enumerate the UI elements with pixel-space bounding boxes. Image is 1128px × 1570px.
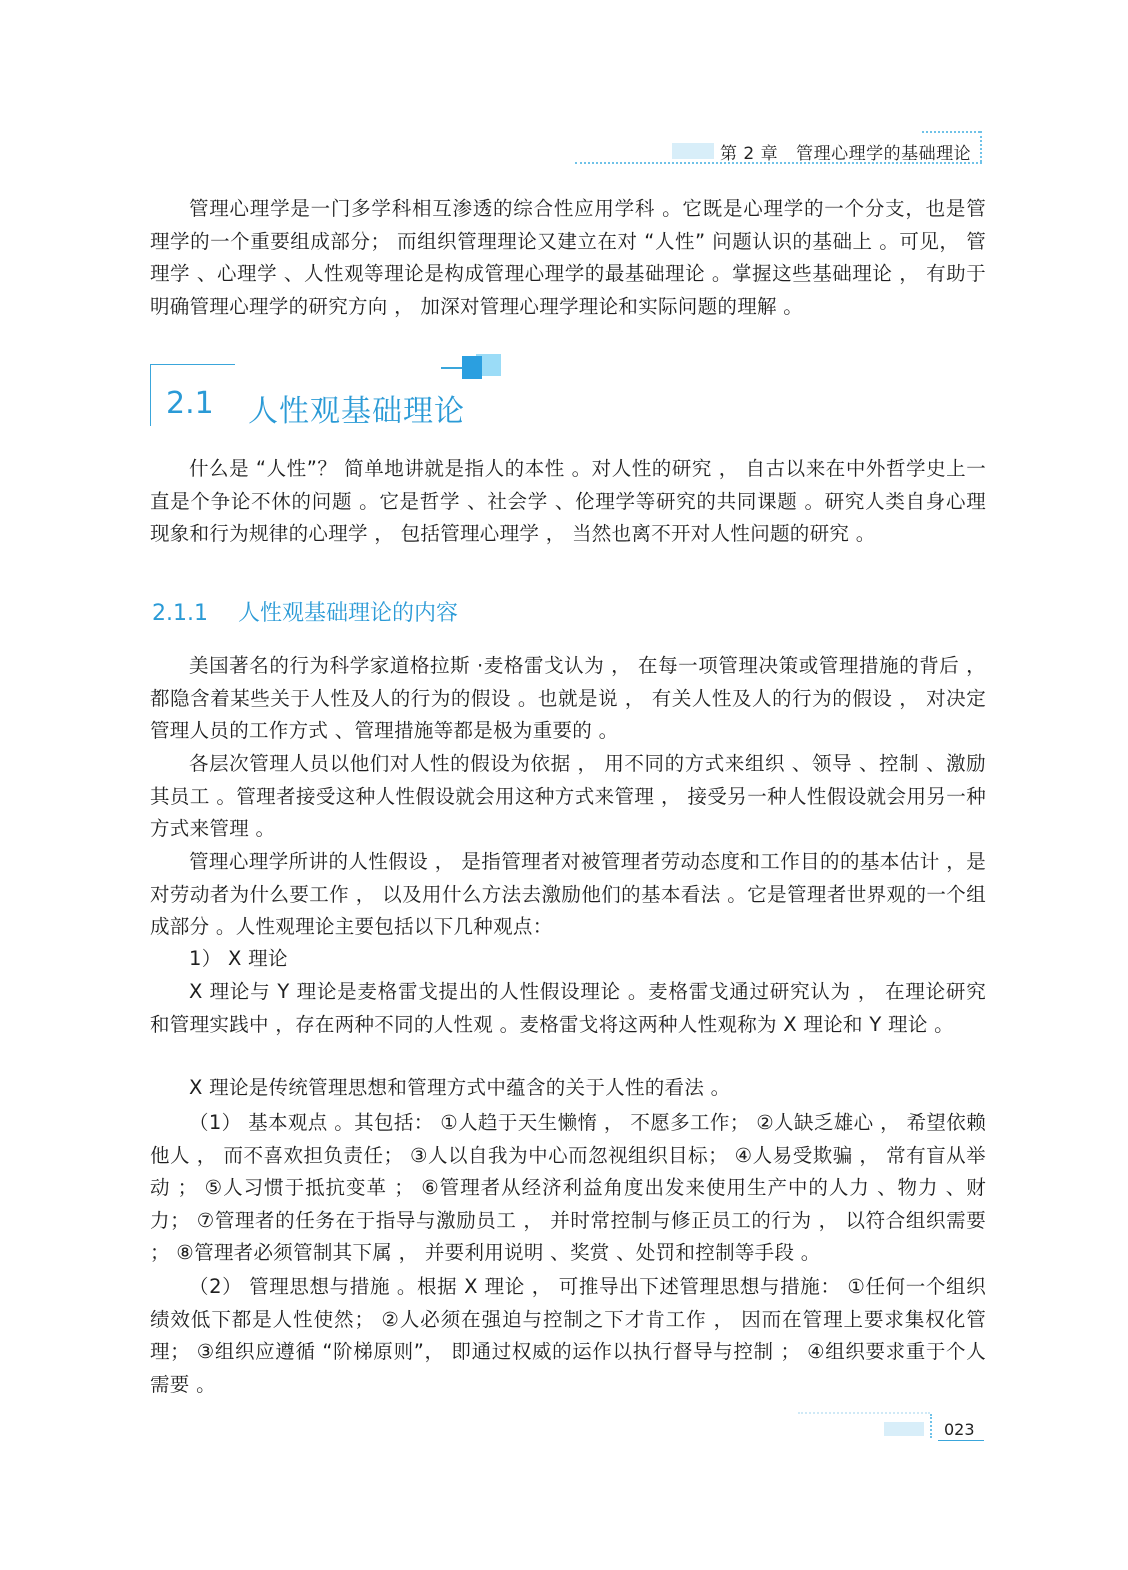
subsection-title: 人性观基础理论的内容 <box>237 601 458 626</box>
body-paragraph: 管理心理学所讲的人性假设 ， 是指管理者对被管理者劳动态度和工作目的的基本估计 ，是对劳动者为什么要工作 ， 以及用什么方法去激励他们的基本看法 。它是管理者世界观的一个组成部分 。人性观理论主要包括以下几种观点： <box>150 850 986 939</box>
section-intro-paragraph: 什么是 “人性”？ 简单地讲就是指人的本性 。对人性的研究 ， 自古以来在中外哲学史上一直是个争论不休的问题 。它是哲学 、社会学 、伦理学等研究的共同课题 。研究人类自身心理现象和行为规律的心理学 ， 包括管理心理学 ， 当然也离不开对人性问题的研究 。 <box>150 457 986 546</box>
running-header <box>720 139 971 164</box>
body-paragraph: X 理论是传统管理思想和管理方式中蕴含的关于人性的看法 。 <box>189 1076 731 1099</box>
list-heading: 1） X 理论 <box>189 947 288 970</box>
body-paragraph: X 理论与 Y 理论是麦格雷戈提出的人性假设理论 。麦格雷戈通过研究认为 ， 在理论研究和管理实践中 ，存在两种不同的人性观 。麦格雷戈将这两种人性观称为 X 理论和 Y 理论 。 <box>150 980 986 1036</box>
footer-underline <box>938 1440 984 1441</box>
header-dotted-border <box>575 162 982 164</box>
body-paragraph: 各层次管理人员以他们对人性的假设为依据 ， 用不同的方式来组织 、领导 、控制 、激励其员工 。管理者接受这种人性假设就会用这种方式来管理 ， 接受另一种人性假设就会用另一种方式来管理 。 <box>150 752 986 841</box>
footer-decoration <box>884 1422 924 1436</box>
page-number: 023 <box>944 1420 975 1439</box>
section-number: 2.1 <box>166 386 214 421</box>
body-paragraph: 美国著名的行为科学家道格拉斯 ·麦格雷戈认为 ， 在每一项管理决策或管理措施的背后 ，都隐含着某些关于人性及人的行为的假设 。也就是说 ， 有关人性及人的行为的假设 ， 对决定管理人员的工作方式 、管理措施等都是极为重要的 。 <box>150 654 986 743</box>
chapter-title: 管理心理学的基础理论 <box>796 144 972 164</box>
intro-paragraph: 管理心理学是一门多学科相互渗透的综合性应用学科 。它既是心理学的一个分支，也是管理学的一个重要组成部分； 而组织管理理论又建立在对 “人性” 问题认识的基础上 。可见， 管理学 、心理学 、人性观等理论是构成管理心理学的最基础理论 。掌握这些基础理论 ， 有助于明确管理心理学的研究方向 ， 加深对管理心理学理论和实际问题的理解 。 <box>150 197 986 318</box>
footer-dotted-border <box>930 1414 932 1438</box>
body-paragraph: （2） 管理思想与措施 。根据 X 理论 ， 可推导出下述管理思想与措施： ①任何一个组织绩效低下都是人性使然； ②人必须在强迫与控制之下才肯工作 ， 因而在管理上要求集权化管理； ③组织应遵循 “阶梯原则”， 即通过权威的运作以执行督导与控制 ； ④组织要求重于个人需要 。 <box>150 1275 986 1396</box>
header-dotted-border <box>922 131 980 133</box>
subsection-heading <box>152 596 458 627</box>
subsection-number: 2.1.1 <box>152 601 208 626</box>
chapter-number: 第 2 章 <box>720 144 779 164</box>
section-title: 人性观基础理论 <box>248 394 465 429</box>
section-heading-decoration <box>150 364 151 426</box>
header-dotted-border <box>980 131 982 162</box>
section-heading-decoration <box>150 364 235 365</box>
header-decoration <box>672 143 714 159</box>
section-heading-decoration <box>462 356 482 379</box>
body-paragraph: （1） 基本观点 。其包括： ①人趋于天生懒惰 ， 不愿多工作； ②人缺乏雄心 ， 希望依赖他人 ， 而不喜欢担负责任； ③人以自我为中心而忽视组织目标； ④人易受欺骗 ， 常有盲从举动 ； ⑤人习惯于抵抗变革 ； ⑥管理者从经济利益角度出发来使用生产中的人力 、物力 、财力； ⑦管理者的任务在于指导与激励员工 ， 并时常控制与修正员工的行为 ， 以符合组织需要 ； ⑧管理者必须管制其下属 ， 并要利用说明 、奖赏 、处罚和控制等手段 。 <box>150 1111 986 1265</box>
footer-dotted-border <box>798 1412 930 1414</box>
